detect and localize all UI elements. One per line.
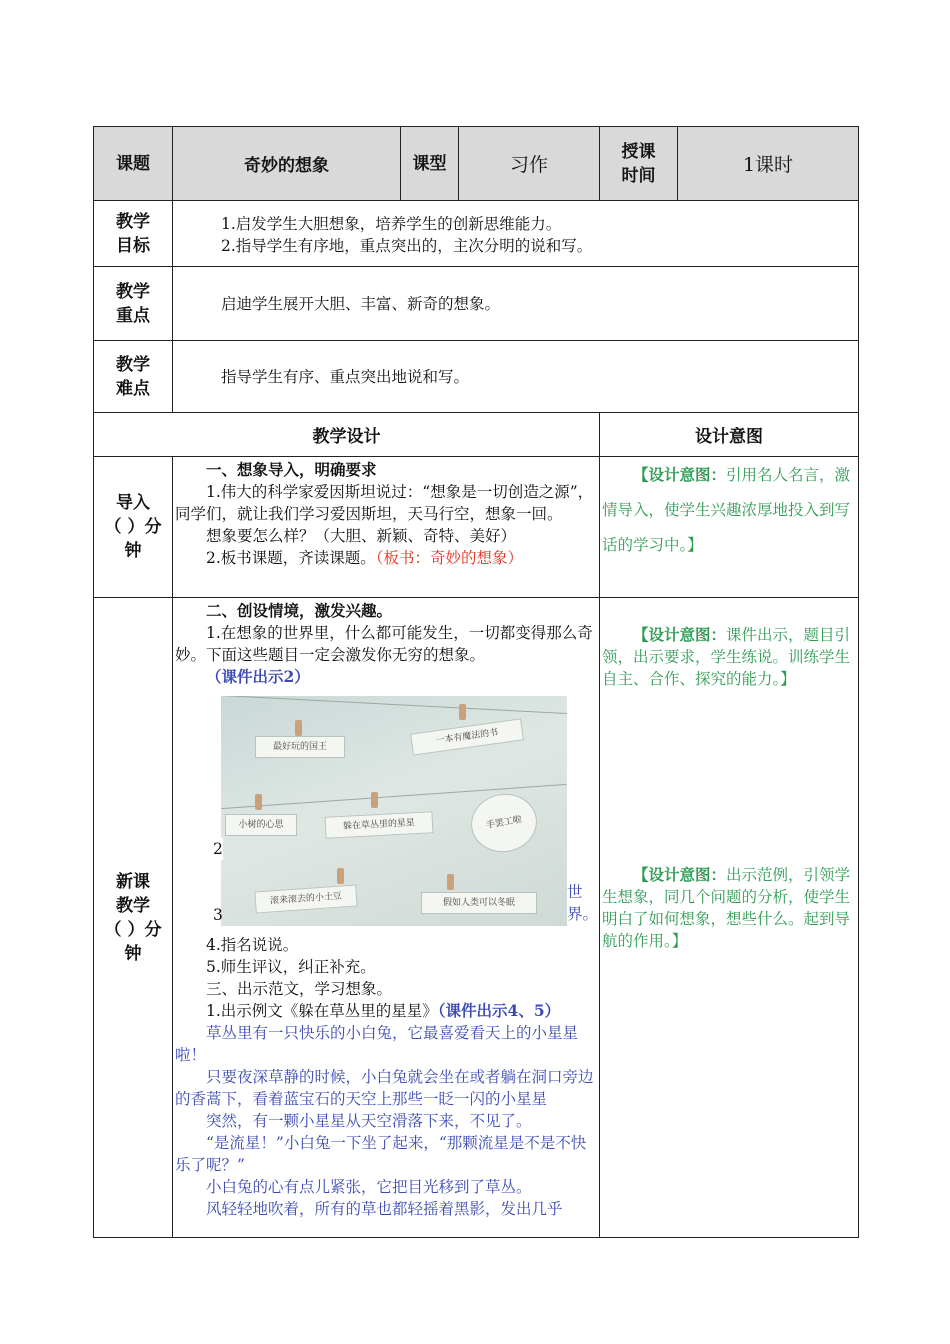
difficulties-row: [94, 341, 859, 413]
difficulties-label-line1: 教学: [116, 354, 150, 375]
story-p1: 草丛里有一只快乐的小白兔，它最喜爱看天上的小星星啦！: [175, 1024, 579, 1064]
clothespin-icon: [459, 704, 466, 720]
design-header-right: 设计意图: [600, 413, 859, 457]
intro-p1: 1.伟大的科学家爱因斯坦说过：“想象是一切创造之源”，同学们，就让我们学习爱因斯坦，天马行空，想象一回。: [175, 483, 594, 523]
photo-card: 一本有魔法的书: [410, 718, 524, 755]
intro-heading: 一、想象导入，明确要求: [206, 460, 377, 479]
difficulties-value: 指导学生有序、重点突出地说和写。: [221, 367, 470, 386]
time-label-line1: 授课: [621, 141, 656, 162]
new-lesson-intent-2-text: 出示范例，引领学生想象，同几个问题的分析，使学生明白了如何想象，想些什么。起到导航的作用。】: [602, 866, 851, 950]
new-lesson-p5: 5.师生评议，纠正补充。: [206, 958, 376, 976]
clothespin-icon: [447, 874, 454, 890]
partial-item-3: 3: [213, 906, 223, 924]
new-lesson-intent-1-text: 课件出示，题目引领，出示要求，学生练说。训练学生自主、合作、探究的能力。】: [602, 626, 851, 688]
new-lesson-p1: 1.在想象的世界里，什么都可能发生，一切都变得那么奇妙。下面这些题目一定会激发你无穷的想象。: [175, 624, 593, 664]
new-lesson-heading: 二、创设情境，激发兴趣。: [206, 601, 393, 620]
topic-cards-photo: [221, 696, 567, 926]
photo-string: [221, 696, 567, 714]
design-header-left: 教学设计: [94, 413, 600, 457]
intro-intent-text: 引用名人名言，激情导入，使学生兴趣浓厚地投入到写话的学习中。】: [602, 466, 851, 554]
intro-label-line3: 钟: [124, 541, 142, 561]
header-row: [94, 127, 859, 201]
new-lesson-intent-1: [602, 600, 856, 690]
story-p2: 只要夜深草静的时候，小白兔就会坐在或者躺在洞口旁边的香蒿下，看着蓝宝石的天空上那些一眨一闪的小星星: [175, 1068, 594, 1108]
new-lesson-label: [94, 598, 173, 1238]
new-lesson-label-line1: 新课: [116, 871, 150, 892]
key-points-value: 启迪学生展开大胆、丰富、新奇的想象。: [221, 294, 501, 313]
new-lesson-intent: [600, 598, 859, 1238]
key-points-label-line2: 重点: [116, 305, 150, 326]
intro-label-line2: （ ）分: [104, 517, 162, 537]
story-p6: 风轻轻地吹着，所有的草也都轻摇着黑影，发出几乎: [206, 1200, 563, 1218]
new-lesson-row: [94, 598, 859, 1238]
new-lesson-p4: 4.指名说说。: [206, 936, 299, 954]
new-lesson-intent-2: [602, 690, 856, 952]
photo-card: 滚来滚去的小土豆: [254, 884, 357, 913]
new-lesson-label-line2: 教学: [116, 895, 150, 916]
type-value: 习作: [459, 127, 600, 201]
photo-card: 手罢工啦: [466, 789, 541, 858]
new-lesson-label-line4: 钟: [124, 943, 142, 964]
photo-card: 最好玩的国王: [255, 736, 345, 758]
lesson-plan-table: [93, 126, 859, 1238]
intro-intent-tag: 【设计意图：: [633, 465, 727, 484]
difficulties-label-line2: 难点: [116, 378, 150, 399]
key-points-row: [94, 267, 859, 341]
goals-label-line2: 目标: [116, 235, 150, 256]
time-value: 1课时: [678, 127, 859, 201]
key-points-label-line1: 教学: [116, 281, 150, 302]
goals-label-line1: 教学: [116, 211, 150, 232]
clothespin-icon: [337, 868, 344, 884]
clothespin-icon: [255, 794, 262, 810]
courseware-2: （课件出示2）: [206, 667, 310, 686]
new-lesson-heading3: 三、出示范文，学习想象。: [206, 980, 393, 998]
intro-p3-prefix: 2.板书课题，齐读课题。: [206, 549, 376, 567]
new-lesson-intent-1-tag: 【设计意图：: [633, 625, 727, 644]
clothespin-icon: [295, 720, 302, 736]
topic-value: 奇妙的想象: [173, 127, 401, 201]
key-points-label: [94, 267, 173, 341]
photo-card: 小树的心思: [225, 814, 297, 836]
time-label-line2: 时间: [621, 165, 656, 186]
goals-text: [173, 201, 859, 267]
intro-label: [94, 457, 173, 598]
goals-row: [94, 201, 859, 267]
intro-p3-board: （板书：奇妙的想象）: [375, 549, 524, 567]
type-label: 课型: [401, 127, 459, 201]
difficulties-label: [94, 341, 173, 413]
story-p4: “是流星！”小白兔一下坐了起来，“那颗流星是不是不快乐了呢？”: [175, 1134, 587, 1174]
new-lesson-p6: [175, 1000, 599, 1022]
intro-intent: [600, 457, 859, 598]
partial-world: 世界。: [567, 883, 599, 923]
photo-card: 假如人类可以冬眠: [421, 892, 537, 914]
difficulties-text: [173, 341, 859, 413]
partial-item-2: 2: [213, 840, 223, 858]
intro-p2: 想象要怎么样？（大胆、新颖、奇特、美好）: [206, 527, 517, 545]
goal-item-1: 1.启发学生大胆想象，培养学生的创新思维能力。: [221, 215, 562, 233]
new-lesson-label-line3: （ ）分: [104, 919, 162, 940]
goal-item-2: 2.指导学生有序地，重点突出的，主次分明的说和写。: [221, 237, 593, 255]
clothespin-icon: [371, 792, 378, 808]
design-header-row: [94, 413, 859, 457]
new-lesson-intent-2-tag: 【设计意图：: [633, 865, 727, 884]
time-label: [600, 127, 678, 201]
goals-label: [94, 201, 173, 267]
intro-content: [173, 457, 600, 598]
story-p3: 突然，有一颗小星星从天空滑落下来，不见了。: [206, 1112, 532, 1130]
topic-label: 课题: [94, 127, 173, 201]
intro-label-line1: 导入: [116, 493, 150, 513]
new-lesson-content: [173, 598, 600, 1238]
photo-card: 躲在草丛里的星星: [324, 811, 433, 839]
courseware-4-5: （课件出示4、5）: [437, 1001, 561, 1020]
new-lesson-p6-prefix: 1.出示例文《躲在草丛里的星星》: [206, 1002, 438, 1020]
intro-p3: [175, 547, 599, 569]
key-points-text: [173, 267, 859, 341]
intro-row: [94, 457, 859, 598]
story-p5: 小白兔的心有点儿紧张，它把目光移到了草丛。: [206, 1178, 532, 1196]
